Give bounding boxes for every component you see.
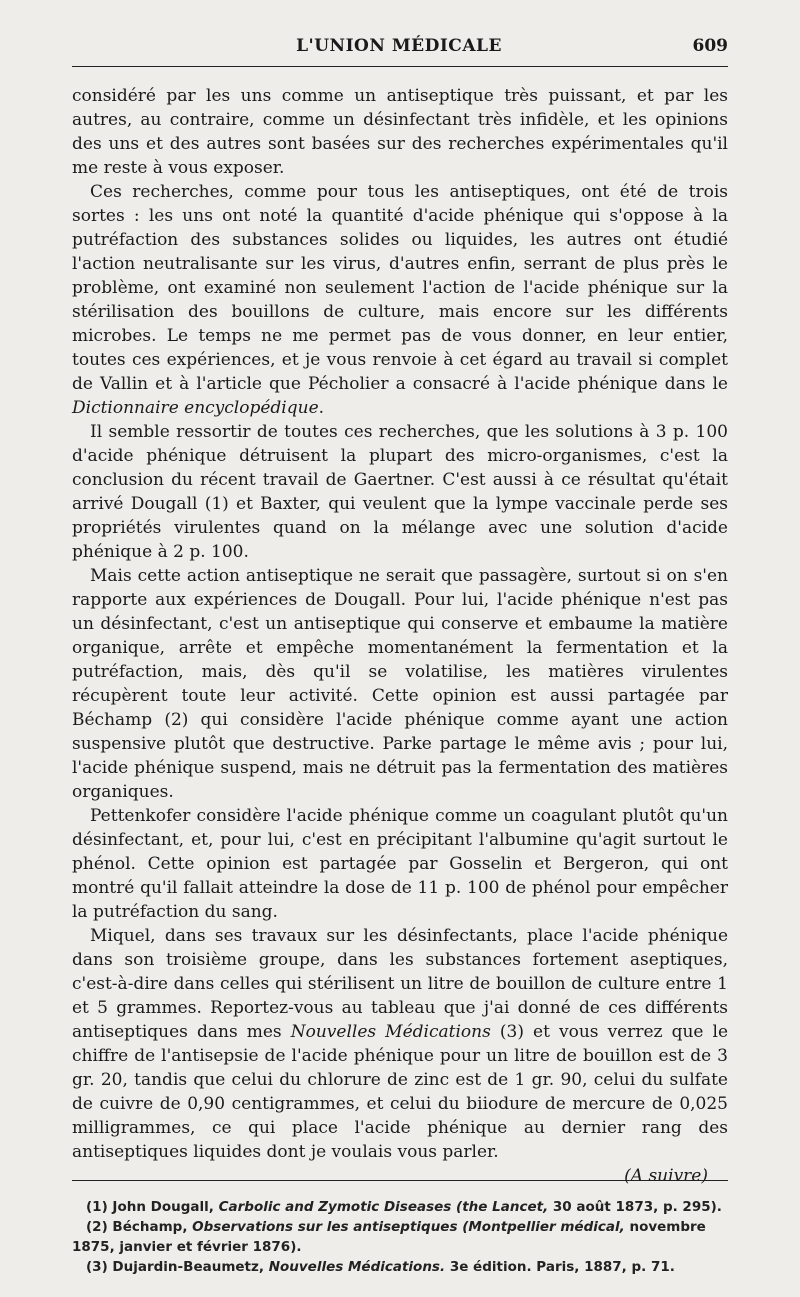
paragraph: Mais cette action antiseptique ne serait que passagère, surtout si on s'en rapporte aux expériences de Dougall. Pour lui, l'acide phénique n'est pas un désinfectant, c'est un antiseptique qui conserve et embaume la matière organique, arrête et empêche momentanément la fermentation et la putréfaction, mais, dès qu'il se volatilise, les matières virulentes récupèrent toute leur activité. Cette opinion est aussi partagée par Béchamp (2) qui considère l'acide phénique comme ayant une action suspensive plutôt que destructive. Parke partage le même avis ; pour lui, l'acide phénique suspend, mais ne détruit pas la fermentation des matières organiques. <box>72 566 728 802</box>
italic-title: Dictionnaire encyclopédique <box>72 398 319 418</box>
paragraph: Il semble ressortir de toutes ces recherches, que les solutions à 3 p. 100 d'acide phénique détruisent la plupart des micro-organismes, c'est la conclusion du récent travail de Gaertner. C'est aussi à ce résultat qu'était arrivé Dougall (1) et Baxter, qui veulent que la lympe vaccinale perde ses propriétés virulentes quand on la mélange avec une solution d'acide phénique à 2 p. 100. <box>72 422 728 562</box>
footnote-work: Observations sur les antiseptiques (Montpellier médical, <box>192 1219 625 1235</box>
paragraph-text: Miquel, dans ses travaux sur les désinfectants, place l'acide phénique dans son troisième groupe, dans les substances fortement aseptiques, c'est-à-dire dans celles qui stérilisent un litre de bouillon de culture entre 1 et 5 grammes. Reportez-vous au tableau que j'ai donné de ces différents antiseptiques dans mes <box>72 926 728 1042</box>
footnote-author: (1) John Dougall, <box>86 1199 214 1215</box>
footnotes <box>72 1197 728 1277</box>
paragraph-text: (3) et vous verrez que le chiffre de l'antisepsie de l'acide phénique pour un litre de bouillon est de 3 gr. 20, tandis que celui du chlorure de zinc est de 1 gr. 90, celui du sulfate de cuivre de 0,90 centigrammes, et celui du biiodure de mercure de 0,025 milligrammes, ce qui place l'acide phénique au dernier rang des antiseptiques liquides dont je voulais vous parler. <box>72 1022 729 1162</box>
footnote-2 <box>72 1217 728 1257</box>
paragraph: considéré par les uns comme un antiseptique très puissant, et par les autres, au contraire, comme un désinfectant très infidèle, et les opinions des uns et des autres sont basées sur des recherches expérimentales qu'il me reste à vous exposer. <box>72 86 728 178</box>
journal-title: L'UNION MÉDICALE <box>296 36 502 56</box>
footnote-3 <box>72 1257 728 1277</box>
footnote-work: Carbolic and Zymotic Diseases (the Lancet, <box>218 1199 549 1215</box>
running-header <box>70 36 728 60</box>
article-body <box>72 84 728 1188</box>
italic-title: Nouvelles Médications <box>290 1022 491 1042</box>
footnote-work: Nouvelles Médications. <box>268 1259 446 1275</box>
footnote-1 <box>72 1197 728 1217</box>
footnote-rule <box>72 1180 728 1181</box>
paragraph <box>72 924 728 1164</box>
paragraph: Ces recherches, comme pour tous les antiseptiques, ont été de trois sortes : les uns ont noté la quantité d'acide phénique qui s'oppose à la putréfaction des substances solides ou liquides, les autres ont étudié l'action neutralisante sur les virus, d'autres enfin, serrant de plus près le problème, ont examiné non seulement l'action de l'acide phénique sur la stérilisation des bouillons de culture, mais encore sur les différents microbes. Le temps ne me permet pas de vous donner, en leur entier, toutes ces expériences, et je vous renvoie à cet égard au travail si complet de Vallin et à l'article que Pécholier a consacré à l'acide phénique dans le Dictionnaire encyclopédique. <box>72 182 728 418</box>
footnote-ref: 3e édition. Paris, 1887, p. 71. <box>449 1259 675 1275</box>
footnote-ref: novembre 1875, janvier et février 1876). <box>72 1219 706 1255</box>
footnote-author: (3) Dujardin-Beaumetz, <box>86 1259 264 1275</box>
footnote-ref: 30 août 1873, p. 295). <box>552 1199 722 1215</box>
page-number: 609 <box>692 36 728 56</box>
continued-note: (A suivre) <box>624 1166 708 1186</box>
paragraph-text: Ces recherches, comme pour tous les antiseptiques, ont été de trois sortes : les uns ont noté la quantité d'acide phénique qui s'oppose à la putréfaction des substances solides ou liquides, les autres ont étudié l'action neutralisante sur les virus, d'autres enfin, serrant de plus près le problème, ont examiné non seulement l'action de l'acide phénique sur la stérilisation des bouillons de culture, mais encore sur les différents microbes. Le temps ne me permet pas de vous donner, en leur entier, toutes ces expériences, et je vous renvoie à cet égard au travail si complet de Vallin et à l'article que Pécholier a consacré à l'acide phénique dans le <box>72 182 728 394</box>
header-rule <box>72 66 728 67</box>
footnote-author: (2) Béchamp, <box>86 1219 188 1235</box>
paragraph: Pettenkofer considère l'acide phénique comme un coagulant plutôt qu'un désinfectant, et, pour lui, c'est en précipitant l'albumine qu'agit surtout le phénol. Cette opinion est partagée par Gosselin et Bergeron, qui ont montré qu'il fallait atteindre la dose de 11 p. 100 de phénol pour empêcher la putréfaction du sang. <box>72 806 728 922</box>
